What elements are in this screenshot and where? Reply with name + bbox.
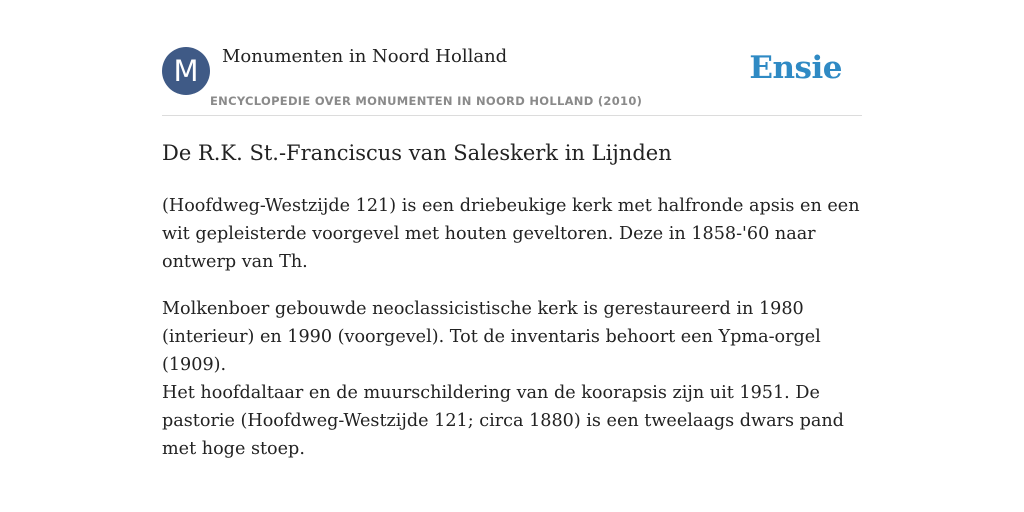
article-title: De R.K. St.-Franciscus van Saleskerk in Lijnden	[162, 141, 672, 165]
header	[162, 0, 862, 116]
brand-logo[interactable]: Ensie	[749, 50, 842, 86]
article-paragraph: Molkenboer gebouwde neoclassicistische kerk is gerestaureerd in 1980 (interieur) en 1990 (voorgevel). Tot de inventaris behoort een Ypma-orgel (1909).	[162, 299, 821, 375]
book-title-link[interactable]: Monumenten in Noord Holland	[222, 46, 508, 67]
article-paragraph: (Hoofdweg-Westzijde 121) is een driebeukige kerk met halfronde apsis en een wit gepleisterde voorgevel met houten geveltoren. Deze in 1858-'60 naar ontwerp van Th.	[162, 196, 860, 272]
avatar[interactable]: M	[162, 47, 210, 95]
article-paragraph: Het hoofdaltaar en de muurschildering van de koorapsis zijn uit 1951. De pastorie (Hoofdweg-Westzijde 121; circa 1880) is een tweelaags dwars pand met hoge stoep.	[162, 383, 844, 459]
content-container	[162, 0, 862, 459]
book-subtitle: ENCYCLOPEDIE OVER MONUMENTEN IN NOORD HOLLAND (2010)	[210, 94, 643, 108]
